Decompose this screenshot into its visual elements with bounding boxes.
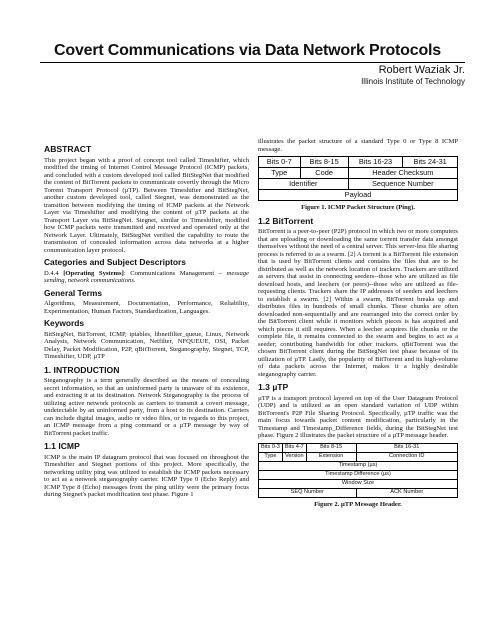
- table-row: [259, 179, 458, 190]
- table-cell: Bits 0-7: [259, 157, 301, 168]
- category-rest: : Communications Management –: [123, 269, 223, 277]
- table-cell: Version: [282, 452, 306, 461]
- table-row: [259, 157, 458, 168]
- utp-text: µTP is a transport protocol layered on top of the User Datagram Protocol (UDP) and is utilized as an open standard variation of UDP within BitTorrent's P2P File Sharing Protocol. Specifically, µTP traffic was the main focus towards packet content modification, particularly in the Timestamp and Timestamp_Difference fields, during the BitStegNet test phase. Figure 2 illustrates the packet structure of a µTP message header.: [258, 394, 458, 439]
- table-cell: ACK Number: [356, 488, 458, 497]
- table-row: [259, 470, 458, 479]
- table-cell: Bits 24-31: [403, 157, 458, 168]
- table-cell: Window Size: [259, 479, 458, 488]
- table-cell: Timestamp (µs): [259, 461, 458, 470]
- table-cell: Identifier: [259, 179, 349, 190]
- table-cell: Type: [259, 168, 301, 179]
- title-rule: [40, 62, 465, 63]
- table-row: [259, 461, 458, 470]
- category-bracket: [Operating Systems]: [63, 269, 124, 277]
- left-column: [44, 140, 249, 502]
- table-cell: Bits 16-31: [356, 443, 458, 452]
- table-cell: Bits 16-23: [348, 157, 403, 168]
- table-row: [259, 443, 458, 452]
- general-terms-heading: General Terms: [44, 287, 103, 298]
- figure2-caption: Figure 2. µTP Message Header.: [314, 500, 402, 508]
- utp-header-table: [258, 443, 458, 498]
- table-row: [259, 452, 458, 461]
- keywords-heading: Keywords: [44, 318, 85, 328]
- table-cell: SEQ Number: [259, 488, 357, 497]
- utp-heading: 1.3 µTP: [258, 382, 289, 392]
- introduction-heading: 1. INTRODUCTION: [44, 364, 120, 375]
- author-name: Robert Waziak Jr.: [378, 64, 465, 76]
- table-cell: Code: [300, 168, 348, 179]
- table-cell: Type: [259, 452, 283, 461]
- bittorrent-heading: 1.2 BitTorrent: [258, 215, 314, 226]
- right-column: [258, 138, 458, 512]
- keywords-text: BitStegNet, BitTorrent, ICMP, iptables, libnetfilter_queue, Linux, Network Analysis, Network Communication, Netfilter, NFQUEUE, OSI, Packet Delay, Packet Modification, P2P, qBitTorrent, Steganography, Stegnet, TCP, Timeshifter, UDP, µTP: [44, 330, 249, 360]
- category-italic: message sending, network communications.: [44, 269, 249, 284]
- paper-title: Covert Communications via Data Network Protocols: [54, 42, 441, 59]
- table-row: [259, 479, 458, 488]
- table-cell: Timestamp Difference (µs): [259, 470, 458, 479]
- table-cell: Payload: [259, 190, 458, 201]
- category-code: D.4.4: [44, 269, 59, 277]
- right-intro-text: illustrates the packet structure of a standard Type 0 or Type 8 ICMP message.: [258, 138, 458, 153]
- table-row: [259, 488, 458, 497]
- categories-text: [44, 270, 249, 285]
- general-terms-text: Algorithms, Measurement, Documentation, Performance, Reliability, Experimentation, Human Factors, Standardization, Languages.: [44, 300, 249, 315]
- author-block: [361, 64, 465, 86]
- table-row: [259, 168, 458, 179]
- figure1-caption: Figure 1. ICMP Packet Structure (Ping).: [301, 204, 415, 211]
- icmp-heading: 1.1 ICMP: [44, 441, 80, 451]
- icmp-text: ICMP is the main IP datagram protocol that was focused on throughout the Timeshifter and Stegnet portions of this project. More specifically, the networking utility ping was utilized to establish the ICMP packets necessary to act as a network steganography carrier. ICMP Type 0 (Echo Reply) and ICMP Type 8 (Echo) messages from the ping utility were the primary focus during Stegnet's packet modification test phase. Figure 1: [44, 453, 249, 498]
- table-cell: Header Checksum: [348, 168, 457, 179]
- abstract-text: This project began with a proof of concept tool called Timeshifter, which modified the timing of Internet Control Message Protocol (ICMP) packets, and concluded with a custom developed tool called BitStegNet that modified the content of BitTorrent packets to communicate covertly through the Micro Torrent Transport Protocol (µTP). Between Timeshifter and BitStegNet, another custom developed tool, called Stegnet, was demonstrated as the transition between modifying the timing of ICMP packets at the Network Layer via Timeshifter and modifying the content of µTP packets at the Transport Layer via BitStegNet. Stegnet, similar to Timeshifter, modified how ICMP packets were transmitted and received and operated only at the Network Layer. Ultimately, BitStegNet verified the capability to route the transmission of concealed information across data networks at a higher communication layer protocol.: [44, 156, 249, 254]
- table-cell: Bits 0-3: [259, 443, 283, 452]
- author-affiliation: Illinois Institute of Technology: [361, 77, 465, 86]
- table-cell: Extension: [306, 452, 356, 461]
- introduction-text: Steganography is a term generally described as the means of concealing secret information, so that an uninformed party is unaware of its existence, and extracting it at its destination. Network Steganography is the process of utilizing active network protocols as carriers to transmit a covert message, undetectable by an uninformed party, from a host to its destination. Carriers can include digital images, audio or video files, or in regards to this project, an ICMP message from a ping command or a µTP message by way of BitTorrent packet traffic.: [44, 377, 249, 437]
- categories-heading: Categories and Subject Descriptors: [44, 257, 186, 267]
- bittorrent-text: BitTorrent is a peer-to-peer (P2P) protocol in which two or more computers that are uploading or downloading the same torrent transfer data amongst themselves without the need of a central server. This server-less file sharing process is referred to as a swarm. [2] A torrent is a BitTorrent file extension that is used by BitTorrent clients and contains the files that are to be distributed as well as the network location of trackers. Trackers are utilized as servers that assist in connecting seeders--those who are utilized as file download hosts, and leechers (or peers)--those who are utilized as file-requesting clients. Trackers share the IP addresses of seeders and leechers to establish a swarm. [2] Within a swarm, BitTorrent breaks up and distributes files in hundreds of small chunks. These chunks are often downloaded non-sequentially and are rearranged into the correct order by the BitTorrent client while it monitors which pieces is has acquired and which pieces it still requires. When a leecher acquires file chunks or the complete file, it remains connected to the swarm and begins to act as a seeder; contributing bandwidth for other trackers. qBitTorrent was the chosen BitTorrent client during the BitStegNet test phase because of its utilization of µTP. Lastly, the popularity of BitTorrent and its high-volume of data packets across the Internet, makes it a highly desirable steganography carrier.: [258, 228, 458, 378]
- table-cell: Bits 8-15: [306, 443, 356, 452]
- table-cell: Bits 8-15: [300, 157, 348, 168]
- table-cell: Bits 4-7: [282, 443, 306, 452]
- table-cell: Sequence Number: [348, 179, 457, 190]
- table-row: [259, 190, 458, 201]
- table-cell: Connection ID: [356, 452, 458, 461]
- icmp-packet-table: [258, 156, 458, 201]
- abstract-heading: ABSTRACT: [44, 144, 92, 154]
